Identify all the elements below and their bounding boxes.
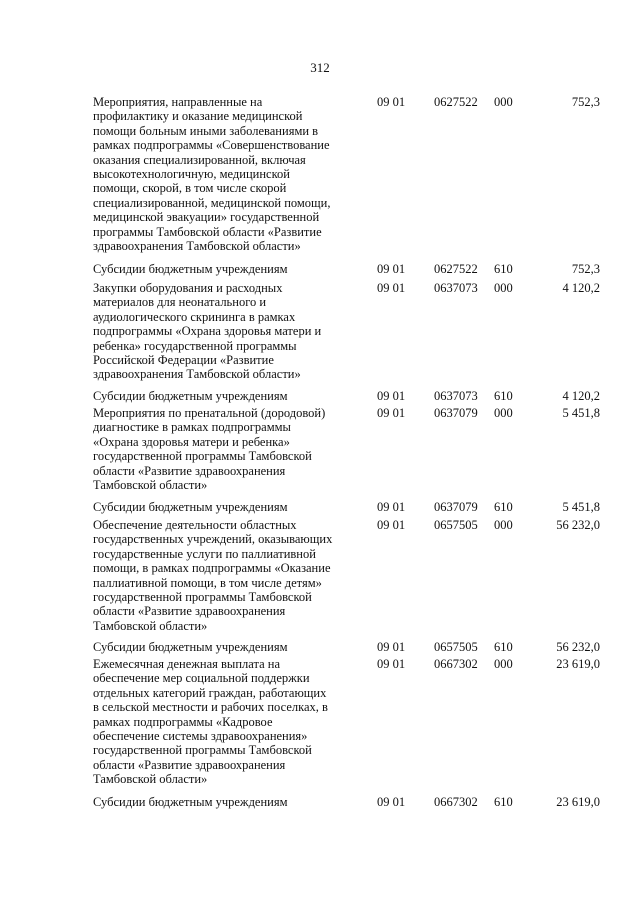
row-amount: 752,3: [571, 262, 600, 276]
row-amount: 23 619,0: [556, 657, 600, 671]
row-section-code: 09 01: [377, 406, 406, 420]
row-section-code: 09 01: [377, 389, 406, 403]
row-section-code: 09 01: [377, 640, 406, 654]
row-description: Субсидии бюджетным учреждениям: [93, 640, 288, 654]
row-amount: 23 619,0: [556, 795, 600, 809]
row-amount: 5 451,8: [562, 500, 600, 514]
row-section-code: 09 01: [377, 95, 406, 109]
row-section-code: 09 01: [377, 795, 406, 809]
row-amount: 56 232,0: [556, 640, 600, 654]
row-description: Субсидии бюджетным учреждениям: [93, 389, 288, 403]
row-description: Субсидии бюджетным учреждениям: [93, 500, 288, 514]
row-target-code: 0627522: [434, 95, 478, 109]
row-amount: 4 120,2: [562, 281, 600, 295]
row-amount: 5 451,8: [562, 406, 600, 420]
row-amount: 4 120,2: [562, 389, 600, 403]
row-section-code: 09 01: [377, 262, 406, 276]
row-target-code: 0667302: [434, 657, 478, 671]
page-number: 312: [310, 60, 330, 75]
row-target-code: 0657505: [434, 518, 478, 532]
row-target-code: 0657505: [434, 640, 478, 654]
row-expense-type: 000: [494, 281, 513, 295]
row-expense-type: 000: [494, 657, 513, 671]
row-target-code: 0637073: [434, 281, 478, 295]
row-target-code: 0637079: [434, 406, 478, 420]
row-target-code: 0637079: [434, 500, 478, 514]
row-amount: 56 232,0: [556, 518, 600, 532]
row-description: Мероприятия по пренатальной (дородовой) диагностике в рамках подпрограммы «Охрана здоровья матери и ребенка» государственной программы Тамбовской области «Развитие здравоохранения Тамбовской области»: [93, 406, 326, 493]
row-target-code: 0627522: [434, 262, 478, 276]
row-expense-type: 000: [494, 406, 513, 420]
row-expense-type: 000: [494, 518, 513, 532]
row-description: Закупки оборудования и расходных материалов для неонатального и аудиологического скрининга в рамках подпрограммы «Охрана здоровья матери и ребенка» государственной программы Российской Федерации «Развитие здравоохранения Тамбовской области»: [93, 281, 322, 382]
row-description: Обеспечение деятельности областных государственных учреждений, оказывающих государственные услуги по паллиативной помощи, в рамках подпрограммы «Оказание паллиативной помощи, в том числе детям» государственной программы Тамбовской области «Развитие здравоохранения Тамбовской области»: [93, 518, 333, 633]
row-section-code: 09 01: [377, 657, 406, 671]
row-expense-type: 610: [494, 389, 513, 403]
row-description: Субсидии бюджетным учреждениям: [93, 795, 288, 809]
row-expense-type: 610: [494, 500, 513, 514]
row-section-code: 09 01: [377, 500, 406, 514]
row-section-code: 09 01: [377, 281, 406, 295]
row-expense-type: 610: [494, 640, 513, 654]
row-expense-type: 610: [494, 795, 513, 809]
row-description: Мероприятия, направленные на профилактику и оказание медицинской помощи больным иными заболеваниями в рамках подпрограммы «Совершенствование оказания специализированной, включая высокотехнологичную, медицинской помощи, скорой, в том числе скорой специализированной, медицинской помощи, медицинской эвакуации» государственной программы Тамбовской области «Развитие здравоохранения Тамбовской области»: [93, 95, 331, 254]
row-amount: 752,3: [571, 95, 600, 109]
row-target-code: 0637073: [434, 389, 478, 403]
row-expense-type: 000: [494, 95, 513, 109]
row-target-code: 0667302: [434, 795, 478, 809]
row-section-code: 09 01: [377, 518, 406, 532]
row-description: Субсидии бюджетным учреждениям: [93, 262, 288, 276]
row-description: Ежемесячная денежная выплата на обеспечение мер социальной поддержки отдельных категорий граждан, работающих в сельской местности и рабочих поселках, в рамках подпрограммы «Кадровое обеспечение системы здравоохранения» государственной программы Тамбовской области «Развитие здравоохранения Тамбовской области»: [93, 657, 328, 787]
row-expense-type: 610: [494, 262, 513, 276]
